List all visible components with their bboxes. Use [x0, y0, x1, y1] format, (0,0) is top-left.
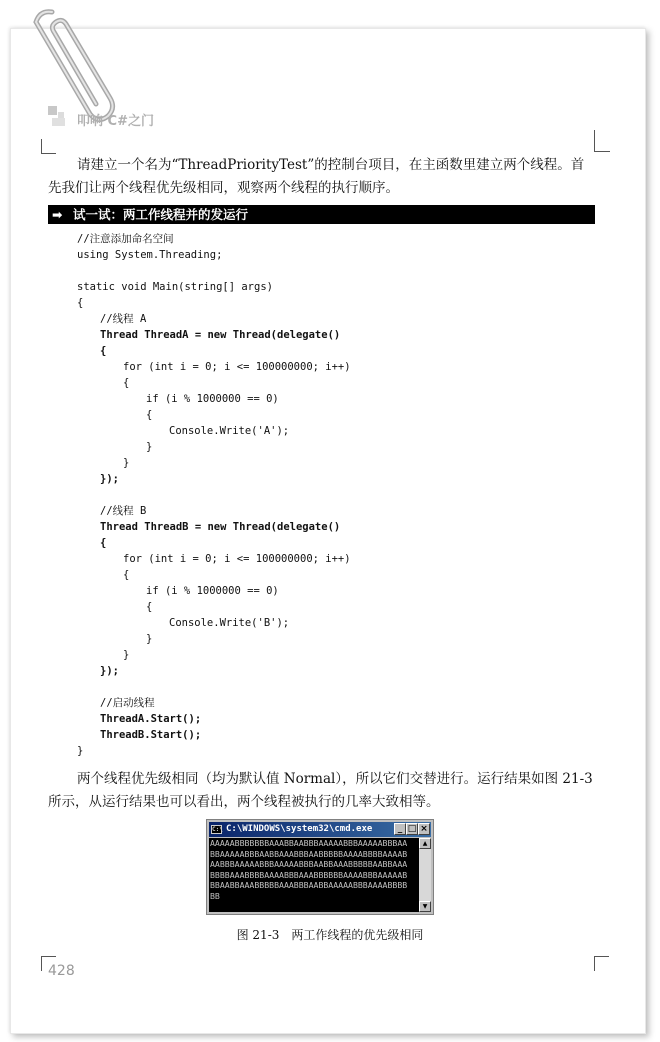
- code-line: [77, 487, 351, 503]
- code-line: //线程 B: [100, 505, 147, 517]
- running-title: 叩响 C#之门: [77, 114, 154, 129]
- console-output-line: BBAABBAAABBBBBAAABBBAABBAAAAABBBAAAABBBB: [210, 880, 408, 890]
- scroll-up-icon[interactable]: ▲: [419, 838, 431, 849]
- scroll-down-icon[interactable]: ▼: [419, 901, 431, 912]
- code-line: Console.Write('B');: [169, 617, 290, 629]
- code-line: static void Main(string[] args): [77, 281, 273, 293]
- crop-mark-top-right-h: [594, 151, 610, 152]
- code-line: Thread ThreadA = new Thread(delegate(): [100, 329, 341, 341]
- crop-mark-top-right: [594, 130, 595, 152]
- code-line: {: [100, 537, 107, 549]
- paperclip-icon: [22, 2, 132, 122]
- console-scrollbar[interactable]: [419, 838, 431, 912]
- code-line: for (int i = 0; i <= 100000000; i++): [123, 553, 351, 565]
- try-it-section-bar: [48, 205, 595, 224]
- code-listing: [77, 231, 351, 759]
- code-line: }: [146, 441, 153, 453]
- intro-paragraph: 请建立一个名为“ThreadPriorityTest”的控制台项目，在主函数里建立两个线程。首先我们让两个线程优先级相同，观察两个线程的执行顺序。: [48, 157, 585, 196]
- code-line: [77, 679, 351, 695]
- console-window-figure: [206, 819, 434, 915]
- code-line: {: [146, 409, 153, 421]
- crop-mark-top-left: [41, 139, 56, 154]
- code-line: //启动线程: [100, 697, 155, 709]
- result-paragraph: 两个线程优先级相同（均为默认值 Normal），所以它们交替进行。运行结果如图 21-3 所示，从运行结果也可以看出，两个线程被执行的几率大致相等。: [48, 771, 593, 810]
- console-title-bar: [209, 822, 431, 837]
- arrow-right-icon: ➡: [52, 207, 63, 222]
- figure-caption: 图 21-3 两工作线程的优先级相同: [236, 928, 424, 942]
- crop-mark-bottom-right: [594, 956, 609, 971]
- code-line: ThreadB.Start();: [100, 729, 202, 741]
- minimize-button[interactable]: _: [394, 823, 406, 835]
- code-line: using System.Threading;: [77, 249, 223, 261]
- console-output-line: BBBBAAABBBBAAAABBBAAABBBBBBAAAABBBAAAAAB: [210, 869, 408, 880]
- code-line: Thread ThreadB = new Thread(delegate(): [100, 521, 341, 533]
- section-title: 试一试：两工作线程并的发运行: [73, 207, 249, 222]
- console-output-line: AABBBAAAAABBBAAAAABBBAABBAAABBBBBAABBAAA: [210, 859, 408, 869]
- console-output-line: BBAAAAABBBAABBAAABBBAABBBBBAAAABBBBAAAAB: [210, 848, 408, 859]
- code-line: {: [100, 345, 107, 357]
- close-button[interactable]: ×: [418, 823, 430, 835]
- code-line: }: [77, 745, 84, 757]
- code-line: if (i % 1000000 == 0): [146, 393, 279, 405]
- code-line: for (int i = 0; i <= 100000000; i++): [123, 361, 351, 373]
- console-output-line: BB: [210, 890, 220, 901]
- code-line: {: [146, 601, 153, 613]
- code-line: [77, 263, 351, 279]
- console-output: [209, 838, 420, 912]
- code-line: //注意添加命名空间: [77, 233, 174, 245]
- console-app-icon: C:\: [212, 826, 223, 833]
- console-output-line: AAAAABBBBBBBAAABBAABBBAAAAABBBAAAAABBBAA: [210, 838, 408, 848]
- maximize-button[interactable]: □: [407, 824, 417, 834]
- code-line: }: [146, 633, 153, 645]
- code-line: if (i % 1000000 == 0): [146, 585, 279, 597]
- code-line: {: [123, 377, 130, 389]
- code-line: });: [100, 665, 119, 677]
- code-line: }: [123, 649, 130, 661]
- code-line: }: [123, 457, 130, 469]
- code-line: Console.Write('A');: [169, 425, 290, 437]
- code-line: ThreadA.Start();: [100, 713, 202, 725]
- code-line: {: [77, 297, 84, 309]
- code-line: //线程 A: [100, 313, 147, 325]
- code-line: {: [123, 569, 130, 581]
- code-line: });: [100, 473, 119, 485]
- console-title: C:\WINDOWS\system32\cmd.exe: [226, 824, 373, 834]
- page-number: 428: [48, 963, 75, 979]
